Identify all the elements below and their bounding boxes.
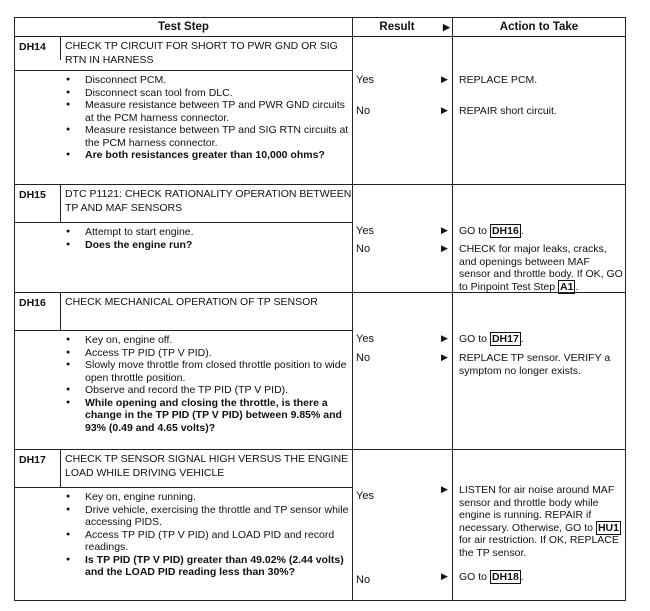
title-divider — [15, 222, 352, 223]
instruction-item: ● Access TP PID (TP V PID) and LOAD PID and record readings. — [85, 529, 352, 554]
step-reference-link[interactable]: DH18 — [491, 571, 519, 583]
action-prefix: LISTEN for air noise around MAF sensor and throttle body while engine is running. REPAIR if necessary. Otherwise, GO to — [459, 484, 615, 534]
header-result: Result — [353, 18, 441, 37]
step-instructions — [61, 491, 352, 579]
header-arrow-icon: ▶ — [441, 18, 452, 37]
instruction-item: ● Key on, engine running. — [85, 491, 352, 504]
result-yes: Yes — [356, 333, 374, 345]
instruction-item: ● Key on, engine off. — [85, 334, 352, 347]
step-reference-link[interactable]: DH17 — [491, 333, 519, 345]
step-question: ● While opening and closing the throttle, is there a change in the TP PID (TP V PID) between 9.85% and 93% (0.49 and 4.65 volts)? — [85, 397, 352, 435]
column-divider — [452, 18, 453, 600]
action-text: REPLACE TP sensor. VERIFY a symptom no longer exists. — [459, 352, 611, 377]
step-reference-link[interactable]: A1 — [560, 280, 574, 293]
action-suffix: . — [575, 280, 579, 293]
arrow-icon: ▶ — [441, 333, 448, 343]
test-step-table — [14, 17, 626, 601]
instruction-item: ● Drive vehicle, exercising the throttle and TP sensor while accessing PIDS. — [85, 504, 352, 529]
title-divider — [15, 70, 352, 71]
action-suffix: . — [520, 333, 524, 345]
instruction-item: ● Measure resistance between TP and PWR GND circuits at the PCM harness connector. — [85, 99, 352, 124]
action-prefix: GO to — [459, 571, 490, 583]
instruction-item: ● Measure resistance between TP and SIG RTN circuits at the PCM harness connector. — [85, 124, 352, 149]
title-divider — [15, 330, 352, 331]
step-reference-link[interactable]: DH16 — [491, 225, 519, 237]
action-suffix: for air restriction. If OK, REPLACE the TP sensor. — [459, 534, 619, 559]
step-code: DH14 — [19, 41, 46, 53]
step-question: ● Are both resistances greater than 10,000 ohms? — [85, 149, 352, 162]
instruction-item: ● Access TP PID (TP V PID). — [85, 347, 352, 360]
instruction-item: ● Slowly move throttle from closed throttle position to wide open throttle position. — [85, 359, 352, 384]
step-reference-link[interactable]: HU1 — [597, 521, 619, 534]
result-no: No — [356, 105, 371, 117]
step-title: CHECK TP CIRCUIT FOR SHORT TO PWR GND OR SIG RTN IN HARNESS — [65, 40, 338, 66]
arrow-icon: ▶ — [441, 74, 448, 84]
action-text — [459, 484, 623, 559]
step-title: CHECK MECHANICAL OPERATION OF TP SENSOR — [65, 296, 318, 308]
action-text — [459, 225, 623, 238]
header-action: Action to Take — [453, 18, 625, 37]
instruction-item: ● Disconnect PCM. — [85, 74, 352, 87]
arrow-icon: ▶ — [441, 571, 448, 581]
step-instructions — [61, 226, 352, 251]
result-yes: Yes — [356, 225, 374, 237]
step-code: DH17 — [19, 454, 46, 466]
action-text — [459, 333, 623, 346]
arrow-icon: ▶ — [441, 243, 448, 253]
action-suffix: . — [520, 571, 524, 583]
action-text — [459, 571, 623, 584]
step-title: DTC P1121: CHECK RATIONALITY OPERATION BETWEEN TP AND MAF SENSORS — [65, 188, 352, 214]
action-suffix: . — [520, 225, 524, 237]
step-instructions — [61, 74, 352, 162]
step-question: ● Is TP PID (TP V PID) greater than 49.02% (2.44 volts) and the LOAD PID reading less than 30%? — [85, 554, 352, 579]
result-no: No — [356, 574, 371, 586]
arrow-icon: ▶ — [441, 105, 448, 115]
action-text: REPAIR short circuit. — [459, 105, 557, 117]
arrow-icon: ▶ — [441, 484, 448, 494]
action-text: REPLACE PCM. — [459, 74, 538, 86]
action-prefix: GO to — [459, 333, 490, 345]
title-divider — [15, 487, 352, 488]
instruction-item: ● Disconnect scan tool from DLC. — [85, 87, 352, 100]
instruction-item: ● Attempt to start engine. — [85, 226, 352, 239]
arrow-icon: ▶ — [441, 352, 448, 362]
step-code: DH16 — [19, 297, 46, 309]
result-yes: Yes — [356, 74, 374, 86]
column-divider — [352, 18, 353, 600]
instruction-item: ● Observe and record the TP PID (TP V PID). — [85, 384, 352, 397]
action-text — [459, 243, 623, 293]
result-no: No — [356, 352, 371, 364]
arrow-icon: ▶ — [441, 225, 448, 235]
action-prefix: CHECK for major leaks, cracks, and openings between MAF sensor and throttle body. If OK, GO to Pinpoint Test Step — [459, 243, 623, 293]
result-no: No — [356, 243, 371, 255]
step-instructions — [61, 334, 352, 434]
step-title: CHECK TP SENSOR SIGNAL HIGH VERSUS THE ENGINE LOAD WHILE DRIVING VEHICLE — [65, 453, 349, 479]
header-test-step: Test Step — [15, 18, 352, 37]
step-code: DH15 — [19, 189, 46, 201]
result-yes: Yes — [356, 490, 374, 502]
step-question: ● Does the engine run? — [85, 239, 352, 252]
action-prefix: GO to — [459, 225, 490, 237]
